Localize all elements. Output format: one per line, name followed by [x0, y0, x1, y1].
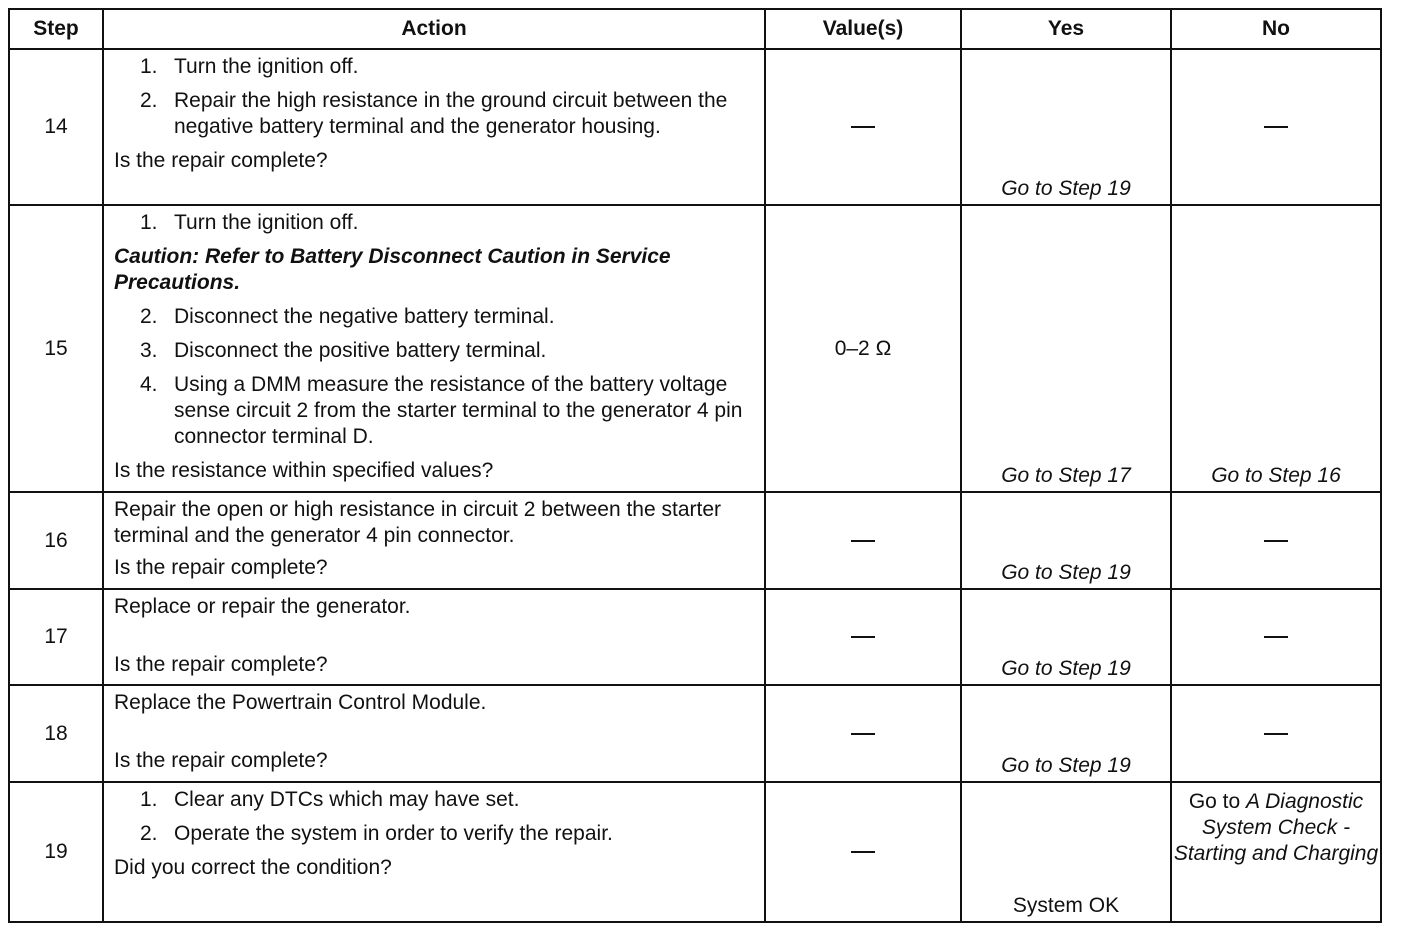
- header-action: Action: [103, 9, 765, 49]
- header-row: [9, 9, 1381, 49]
- diagnostic-table: [8, 8, 1382, 923]
- action-text: Repair the open or high resistance in circuit 2 between the starter terminal and the generator 4 pin connector.: [114, 498, 722, 547]
- question-text: Is the repair complete?: [114, 556, 328, 579]
- yes-link[interactable]: Go to Step 19: [1001, 754, 1131, 777]
- action-text: Replace or repair the generator.: [114, 595, 411, 618]
- header-no: No: [1171, 9, 1381, 49]
- yes-cell: [961, 782, 1171, 922]
- header-yes: Yes: [961, 9, 1171, 49]
- list-item: 4. Using a DMM measure the resistance of the battery voltage sense circuit 2 from the starter terminal to the generator 4 pin connector terminal D.: [140, 373, 743, 448]
- dash: [851, 636, 875, 638]
- list-item: 3. Disconnect the positive battery terminal.: [140, 339, 547, 362]
- step-number: 16: [9, 492, 103, 589]
- question-text: Is the resistance within specified values?: [114, 459, 494, 482]
- list-item: 2. Operate the system in order to verify the repair.: [140, 822, 613, 845]
- dash: [851, 540, 875, 542]
- question-text: Is the repair complete?: [114, 653, 328, 676]
- value-cell: [765, 685, 961, 782]
- no-link[interactable]: Go to A Diagnostic System Check - Starting and Charging: [1173, 790, 1379, 865]
- step-number: 14: [9, 49, 103, 205]
- yes-cell: [961, 205, 1171, 492]
- list-item: 1. Turn the ignition off.: [140, 55, 359, 78]
- no-link[interactable]: Go to Step 16: [1211, 464, 1341, 487]
- dash: [851, 126, 875, 128]
- question-text: Is the repair complete?: [114, 149, 328, 172]
- no-cell: [1171, 589, 1381, 685]
- question-text: Did you correct the condition?: [114, 856, 392, 879]
- system-ok-text: System OK: [1012, 894, 1120, 917]
- value-cell: 0–2 Ω: [765, 205, 961, 492]
- action-cell: [103, 49, 765, 205]
- list-item: 1. Turn the ignition off.: [140, 211, 359, 234]
- yes-cell: [961, 589, 1171, 685]
- step-number: 19: [9, 782, 103, 922]
- action-cell: [103, 205, 765, 492]
- dash: [851, 851, 875, 853]
- table-row: [9, 782, 1381, 922]
- yes-cell: [961, 492, 1171, 589]
- table-row: [9, 685, 1381, 782]
- dash: [1264, 636, 1288, 638]
- value-cell: [765, 589, 961, 685]
- table-row: [9, 589, 1381, 685]
- yes-link[interactable]: Go to Step 19: [1001, 561, 1131, 584]
- header-values: Value(s): [765, 9, 961, 49]
- caution-text: Caution: Refer to Battery Disconnect Caution in Service Precautions.: [114, 245, 671, 294]
- dash: [851, 733, 875, 735]
- yes-cell: [961, 49, 1171, 205]
- list-item: 2. Disconnect the negative battery terminal.: [140, 305, 555, 328]
- step-number: 17: [9, 589, 103, 685]
- step-number: 18: [9, 685, 103, 782]
- no-cell: [1171, 49, 1381, 205]
- yes-link[interactable]: Go to Step 19: [1001, 657, 1131, 680]
- value-cell: [765, 49, 961, 205]
- dash: [1264, 126, 1288, 128]
- action-cell: [103, 589, 765, 685]
- list-item: 2. Repair the high resistance in the ground circuit between the negative battery terminal and the generator housing.: [140, 89, 728, 138]
- dash: [1264, 733, 1288, 735]
- yes-cell: [961, 685, 1171, 782]
- table-row: [9, 205, 1381, 492]
- table-row: [9, 49, 1381, 205]
- list-item: 1. Clear any DTCs which may have set.: [140, 788, 520, 811]
- table-row: [9, 492, 1381, 589]
- step-number: 15: [9, 205, 103, 492]
- no-cell: [1171, 782, 1381, 922]
- action-cell: [103, 782, 765, 922]
- action-cell: [103, 492, 765, 589]
- value-cell: [765, 492, 961, 589]
- action-text: Replace the Powertrain Control Module.: [114, 691, 487, 714]
- no-cell: [1171, 685, 1381, 782]
- yes-link[interactable]: Go to Step 19: [1001, 177, 1131, 200]
- yes-link[interactable]: Go to Step 17: [1001, 464, 1131, 487]
- no-cell: [1171, 492, 1381, 589]
- action-cell: [103, 685, 765, 782]
- no-cell: [1171, 205, 1381, 492]
- dash: [1264, 540, 1288, 542]
- question-text: Is the repair complete?: [114, 749, 328, 772]
- header-step: Step: [9, 9, 103, 49]
- value-cell: [765, 782, 961, 922]
